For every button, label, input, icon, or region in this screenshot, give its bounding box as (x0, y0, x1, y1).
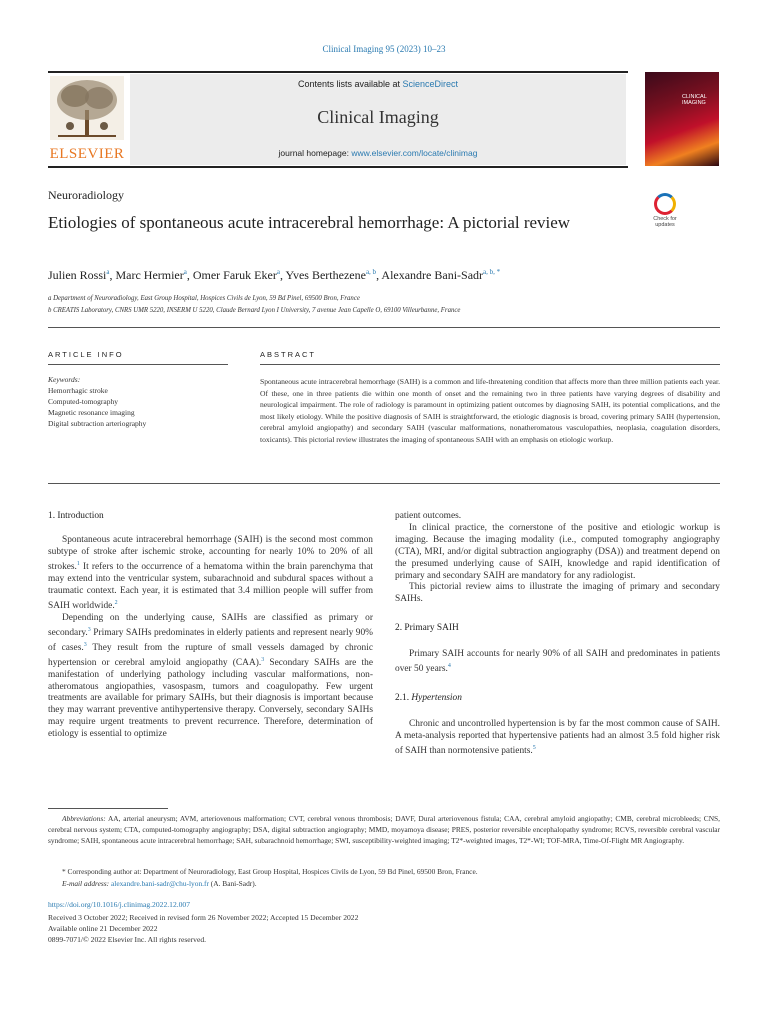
citation-link[interactable]: 1 (76, 560, 80, 567)
body-paragraph (395, 649, 720, 676)
abbreviations-text: AA, arterial aneurysm; AVM, arteriovenous malformation; CVT, cerebral venous thrombosis; DAVF, Dural arteriovenous fistula; CAA, cerebral amyloid angiopathy; CMB, cerebral microbleeds; CNS, cerebral nervous system; CTA, computed-tomography angiography; DSA, digital subtraction angiography; MMD, moyamoya disease; PRES, posterior reversible encephalopathy syndrome; RCVS, reversible cerebral vascular syndrome; SAIH, spontaneous acute intracerebral hemorrhage; SAH, subarachnoid hemorrhage; SWI, susceptibility-weighted imaging; T2*-weighted images, T2*-WI; TOF-MRA, Time-Of-Flight MR Angiography. (48, 814, 720, 845)
footnote-rule (48, 808, 168, 809)
text-run: Spontaneous acute intracerebral hemorrhage (SAIH) is the second most common subtype of stroke after ischemic stroke, accounting for nearly 10% to 20% of all strokes. (48, 534, 373, 572)
article-title: Etiologies of spontaneous acute intracerebral hemorrhage: A pictorial review (48, 213, 571, 232)
journal-cover[interactable] (645, 72, 719, 166)
citation-link[interactable]: 4 (447, 663, 451, 670)
text-run: Secondary SAIHs are the manifestation of underlying pathology including vascular malformations, non-atheromatous angiopathies, vasospasm, tumors and coagulopathy. Few urgent treatments are available for primary SAIHs, but their diagnosis is important because they may warrant preventive antihypertensive therapy. Conversely, secondary SAIHs may require urgent treatments to prevent recurrence. Therefore, determination of etiology is essential to optimize (48, 657, 373, 740)
homepage-link[interactable]: www.elsevier.com/locate/clinimag (351, 148, 478, 158)
contents-prefix: Contents lists available at (297, 79, 403, 89)
corresponding-author: * Corresponding author at: Department of Neuroradiology, East Group Hospital, Hospices Civils de Lyon, 59 Bd Pinel, 69500 Bron, France. (62, 867, 478, 876)
subsection-number: 2.1. (395, 693, 412, 704)
divider (260, 364, 720, 365)
homepage-line (130, 148, 626, 158)
journal-reference[interactable]: Clinical Imaging 95 (2023) 10–23 (322, 44, 446, 54)
doi-text[interactable]: https://doi.org/10.1016/j.clinimag.2022.12.007 (48, 900, 191, 909)
affiliation-b: b CREATIS Laboratory, CNRS UMR 5220, INSERM U 5220, Claude Bernard Lyon I University, 7 avenue Jean Capelle O, 69100 Villeurbanne, France (48, 307, 461, 314)
intro-paragraph (48, 535, 373, 613)
author-affil-mark[interactable]: a (183, 268, 187, 276)
masthead (130, 74, 626, 165)
body-paragraph: This pictorial review aims to illustrate the imaging of primary and secondary SAIHs. (395, 582, 720, 605)
masthead-bottom-rule (48, 166, 628, 168)
contents-line (130, 79, 626, 89)
sciencedirect-link[interactable]: ScienceDirect (402, 79, 459, 89)
update-badge-text: Check for updates (653, 216, 677, 228)
article-info-header: ARTICLE INFO (48, 350, 124, 359)
keyword: Computed-tomography (48, 397, 118, 406)
author-name[interactable]: Alexandre Bani-Sadr (381, 268, 484, 282)
text-run: Primary SAIH accounts for nearly 90% of all SAIH and predominates in patients over 50 years. (395, 649, 720, 675)
author-name[interactable]: Marc Hermier (115, 268, 184, 282)
publisher-name: ELSEVIER (49, 146, 125, 162)
body-paragraph: patient outcomes. (395, 511, 462, 521)
email-footnote (62, 878, 720, 889)
affiliation-a: a Department of Neuroradiology, East Group Hospital, Hospices Civils de Lyon, 59 Bd Pinel, 69500 Bron, France (48, 295, 360, 302)
subsection-heading (395, 693, 720, 705)
email-label: E-mail address: (62, 879, 111, 888)
citation-link[interactable]: 3 (87, 626, 91, 633)
abbreviations-footnote (48, 813, 720, 846)
section-heading: 2. Primary SAIH (395, 623, 459, 634)
keywords-label: Keywords: (48, 375, 81, 384)
text-run: It refers to the occurrence of a hematoma within the brain parenchyma that may extend into the ventricular system, subarachnoid and subdural spaces without a traumatic context. Each year, it is estimated that 3.4 million people will suffer from SAIH worldwide. (48, 561, 373, 611)
author-affil-mark[interactable]: a (276, 268, 280, 276)
online-date: Available online 21 December 2022 (48, 924, 158, 933)
keywords-block (48, 374, 228, 429)
update-icon (654, 193, 676, 215)
masthead-top-rule (48, 71, 628, 73)
left-column (48, 511, 373, 741)
citation-link[interactable]: 2 (114, 599, 118, 606)
right-column (395, 511, 720, 758)
elsevier-tree-icon (50, 76, 124, 140)
abstract-header: ABSTRACT (260, 350, 317, 359)
text-run: Depending on the underlying cause, SAIHs are classified as primary or secondary. (48, 612, 373, 638)
keyword: Digital subtraction arteriography (48, 419, 147, 428)
subsection-title: Hypertension (411, 693, 462, 704)
author-name[interactable]: Julien Rossi (48, 268, 107, 282)
elsevier-logo[interactable] (48, 74, 126, 164)
citation-link[interactable]: 5 (532, 744, 536, 751)
keyword: Magnetic resonance imaging (48, 408, 135, 417)
intro-paragraph (48, 613, 373, 741)
email-suffix: (A. Bani-Sadr). (208, 879, 257, 888)
cover-title: CLINICAL IMAGING (682, 94, 707, 106)
author-name[interactable]: Omer Faruk Eker (192, 268, 277, 282)
author-affil-mark[interactable]: a, b (365, 268, 377, 276)
body-paragraph: In clinical practice, the cornerstone of the positive and etiologic workup is imaging. Because the imaging modality (i.e., computed tomography angiography (CTA), MRI, and/or digital subtraction angiography (DSA)) and treatment depend on the presumed underlying cause of SAIH, knowledge and rapid identification of primary and secondary SAIH are mandatory for any radiologist. (395, 522, 720, 581)
citation-link[interactable]: 3 (261, 656, 265, 663)
body-paragraph (395, 719, 720, 758)
text-run: Chronic and uncontrolled hypertension is by far the most common cause of SAIH. A meta-analysis reported that hypertensive patients had an almost 3.5 fold higher risk of SAIH than normotensive patients. (395, 719, 720, 756)
author-name[interactable]: Yves Berthezene (285, 268, 366, 282)
journal-name: Clinical Imaging (317, 107, 439, 127)
divider (48, 364, 228, 365)
abbreviations-label: Abbreviations: (62, 814, 106, 823)
author-affil-mark[interactable]: a, b, * (483, 268, 501, 276)
divider (48, 327, 720, 328)
copyright: 0899-7071/© 2022 Elsevier Inc. All rights reserved. (48, 935, 207, 944)
email-link[interactable]: alexandre.bani-sadr@chu-lyon.fr (111, 879, 209, 888)
intro-heading: 1. Introduction (48, 511, 104, 521)
check-for-updates-badge[interactable] (645, 193, 685, 233)
author-affil-mark[interactable]: a (106, 268, 110, 276)
text-run: They result from the rupture of small vessels damaged by chronic hypertension or cerebral amyloid angiopathy (CAA). (48, 642, 373, 668)
abstract-text: Spontaneous acute intracerebral hemorrhage (SAIH) is a common and life-threatening condition that affects more than three million patients each year. Of these, one in three patients die within one month of onset and the remaining two in three patients have varying degrees of disability and neurological impairment. The role of radiology is paramount in optimizing patient outcomes by diagnosing SAIH, its potential complications, and the most likely etiology. While the positive diagnosis of SAIH is straightforward, the etiologic diagnosis is broad, covering primary SAIH (hypertension, cerebral amyloid angiopathy) and secondary SAIH (vascular malformations, nonatheromatous vasculopathies, neoplasia, coagulation disorders, toxicants). This pictorial review illustrates the imaging of spontaneous SAIH with an emphasis on etiologic workup. (260, 377, 720, 444)
homepage-prefix: journal homepage: (278, 148, 352, 158)
citation-link[interactable]: 3 (83, 641, 87, 648)
text-run: Primary SAIHs predominates in elderly patients and represent nearly 90% of cases. (48, 627, 373, 653)
doi-link[interactable] (48, 900, 190, 910)
keyword: Hemorrhagic stroke (48, 386, 108, 395)
received-dates: Received 3 October 2022; Received in revised form 26 November 2022; Accepted 15 December 2022 (48, 913, 359, 922)
divider (48, 483, 720, 484)
section-label: Neuroradiology (48, 188, 124, 202)
author-list: Julien Rossi$^a$, Marc Hermier$^a$, Omer Faruk Eker$^a$, Yves Berthezene$^{a, b}$, Alexandre Bani-Sadr$^{a, b, *}$ (48, 268, 501, 282)
